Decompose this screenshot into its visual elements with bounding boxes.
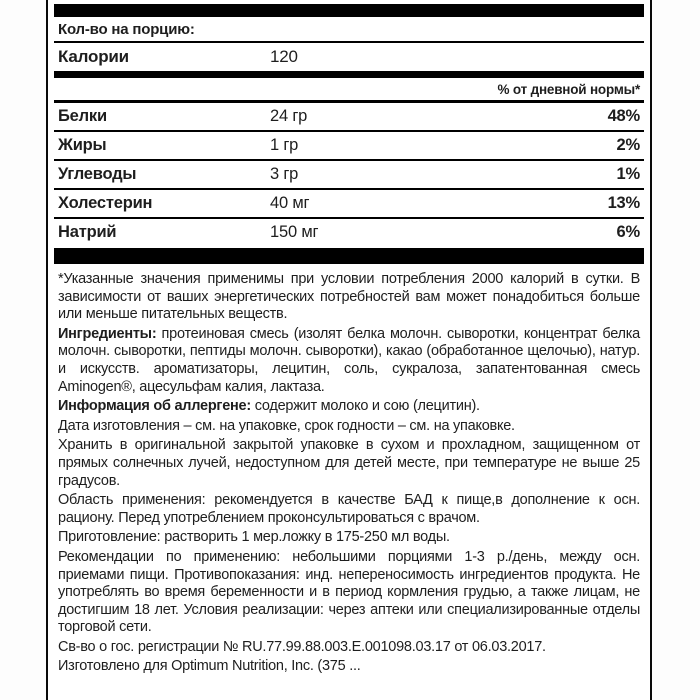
nutrient-amount: 1 гр [270,136,299,154]
nutrition-label [46,0,652,700]
label-body-text [48,264,650,676]
nutrient-name: Углеводы [58,165,137,183]
nutrient-amount: 24 гр [270,107,308,125]
serving-header: Кол-во на порцию: [58,21,195,38]
recommendations-paragraph: Рекомендации по применению: небольшими порциями 1-3 р./день, между осн. приемами пищи. Противопоказания: инд. непереносимость ингредиентов продукта. Не употреблять во время беременности и в период кормления грудью, а также лицам, не достигшим 18 лет. Условия реализации: через аптеки или специализированные отделы торговой сети. [58,548,640,636]
ingredients-lead: Ингредиенты: [58,325,157,342]
top-black-bar [54,4,644,17]
mid-black-bar [54,71,644,78]
nutrient-name: Жиры [58,136,107,154]
nutrient-row-protein [48,103,650,130]
manufacture-date-paragraph: Дата изготовления – см. на упаковке, срок годности – см. на упаковке. [58,417,515,434]
footnote-paragraph: *Указанные значения применимы при условии потребления 2000 калорий в сутки. В зависимости от ваших энергетических потребностей вам может понадобиться больше или меньше питательных веществ. [58,271,640,323]
nutrient-amount: 150 мг [270,223,319,241]
nutrient-name: Холестерин [58,194,153,212]
nutrient-dv: 6% [616,223,640,241]
nutrient-amount: 40 мг [270,194,310,212]
allergen-paragraph [58,398,640,416]
preparation-paragraph: Приготовление: растворить 1 мер.ложку в 175-250 мл воды. [58,529,450,546]
nutrient-amount: 3 гр [270,165,299,183]
daily-value-header: % от дневной нормы* [497,82,640,97]
nutrient-row-fat [48,132,650,159]
allergen-text: содержит молоко и сою (лецитин). [250,398,480,415]
registration-paragraph: Св-во о гос. регистрации № RU.77.99.88.003.E.001098.03.17 от 06.03.2017. [58,638,546,655]
nutrient-dv: 48% [607,107,640,125]
nutrient-dv: 13% [607,194,640,212]
nutrient-dv: 1% [616,165,640,183]
nutrient-row-carbs [48,161,650,188]
allergen-lead: Информация об аллергене: [58,398,251,415]
nutrient-row-sodium [48,219,650,246]
ingredients-paragraph [58,326,640,396]
ingredients-text: протеиновая смесь (изолят белка молочн. сыворотки, концентрат белка молочн. сыворотки, пептиды молочн. сыворотки), какао (обработанное щелочью), натур. и искусств. ароматизаторы, лецитин, соль, сукралоза, запатентованная смесь Aminogen®, ацесульфам калия, лактаза. [58,325,640,395]
bottom-black-bar [54,248,644,264]
nutrient-name: Натрий [58,223,117,241]
calories-label: Калории [58,47,129,66]
calories-value: 120 [270,47,298,66]
manufacturer-paragraph-clipped: Изготовлено для Optimum Nutrition, Inc. (375 ... [58,658,361,675]
storage-paragraph: Хранить в оригинальной закрытой упаковке в сухом и прохладном, защищенном от прямых солнечных лучей, недоступном для детей месте, при температуре не выше 25 градусов. [58,437,640,489]
calories-row [48,43,650,71]
nutrient-name: Белки [58,107,107,125]
nutrient-row-cholesterol [48,190,650,217]
nutrient-dv: 2% [616,136,640,154]
usage-area-paragraph: Область применения: рекомендуется в качестве БАД к пище,в дополнение к осн. рациону. Перед употреблением проконсультироваться с врачом. [58,492,640,526]
